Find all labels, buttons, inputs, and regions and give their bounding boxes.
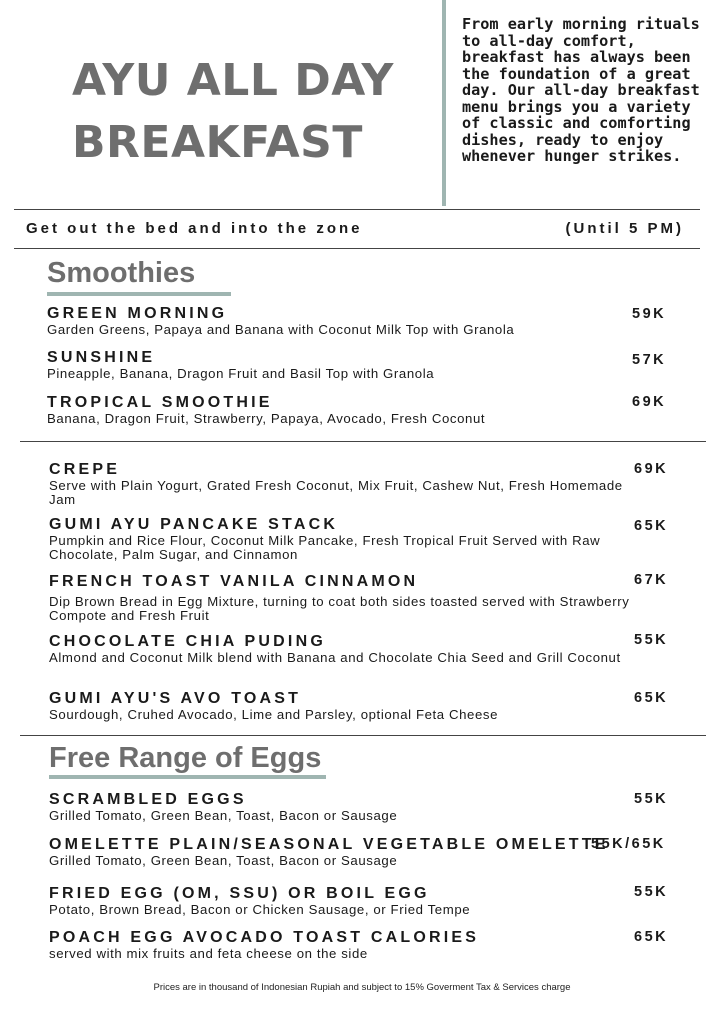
item-price: 69K [634,461,669,477]
intro-text: From early morning rituals to all-day comfort, breakfast has always been the foundation of a great day. Our all-day breakfast menu brings you a variety of classic and comforting dishes, ready to enjoy whenever hunger strikes. [462,15,700,165]
item-name: SCRAMBLED EGGS [49,791,247,808]
item-name: TROPICAL SMOOTHIE [47,394,273,411]
item-desc: Grilled Tomato, Green Bean, Toast, Bacon or Sausage [49,853,398,868]
item-name: CREPE [49,461,121,478]
item-price: 65K [634,518,669,534]
divider-smoothies [20,441,706,442]
item-name: CHOCOLATE CHIA PUDING [49,633,326,650]
item-name: OMELETTE PLAIN/SEASONAL VEGETABLE OMELETTE [49,836,609,853]
item-desc: Pumpkin and Rice Flour, Coconut Milk Pancake, Fresh Tropical Fruit Served with Raw Chocolate, Palm Sugar, and Cinnamon [49,533,601,562]
item-name: GREEN MORNING [47,305,228,322]
item-desc: served with mix fruits and feta cheese on the side [49,946,368,961]
item-price: 55K [634,791,669,807]
item-price: 55K/65K [591,836,666,852]
divider-top [14,209,700,210]
section-title-eggs: Free Range of Eggs [49,742,322,774]
item-name: FRENCH TOAST VANILA CINNAMON [49,573,419,590]
item-price: 67K [634,572,669,588]
item-price: 69K [632,394,667,410]
header-divider [442,0,446,206]
hours: (Until 5 PM) [565,220,684,237]
item-price: 59K [632,306,667,322]
menu-item-crepe [49,460,649,507]
section-title-smoothies: Smoothies [47,257,196,289]
item-desc: Potato, Brown Bread, Bacon or Chicken Sausage, or Fried Tempe [49,902,471,917]
item-price: 65K [634,690,669,706]
menu-item-poach-egg [49,928,649,961]
item-name: GUMI AYU PANCAKE STACK [49,516,339,533]
divider-tagline [14,248,700,249]
title-line-2: BREAKFAST [72,117,363,168]
section-underline-smoothies [47,292,231,296]
menu-item-omelette [49,835,649,868]
menu-item-sunshine [47,348,647,381]
item-desc: Sourdough, Cruhed Avocado, Lime and Parsley, optional Feta Cheese [49,707,499,722]
item-desc: Pineapple, Banana, Dragon Fruit and Basil Top with Granola [47,366,435,381]
item-desc: Serve with Plain Yogurt, Grated Fresh Coconut, Mix Fruit, Cashew Nut, Fresh Homemade Jam [49,478,623,507]
menu-item-avo-toast [49,689,649,722]
menu-item-french-toast [49,572,649,623]
menu-item-pancake-stack [49,515,649,562]
item-name: SUNSHINE [47,349,156,366]
tagline: Get out the bed and into the zone [26,220,363,237]
menu-item-tropical-smoothie [47,393,647,426]
item-name: GUMI AYU'S AVO TOAST [49,690,302,707]
menu-title [72,50,412,174]
item-desc: Dip Brown Bread in Egg Mixture, turning to coat both sides toasted served with Strawberry Compote and Fresh Fruit [49,594,630,623]
divider-mains [20,735,706,736]
item-desc: Banana, Dragon Fruit, Strawberry, Papaya, Avocado, Fresh Coconut [47,411,486,426]
menu-item-fried-egg [49,884,649,917]
menu-item-green-morning [47,304,647,337]
section-underline-eggs [49,775,326,779]
footer-note: Prices are in thousand of Indonesian Rupiah and subject to 15% Goverment Tax & Services charge [153,982,571,993]
item-desc: Garden Greens, Papaya and Banana with Coconut Milk Top with Granola [47,322,515,337]
item-name: POACH EGG AVOCADO TOAST CALORIES [49,929,480,946]
item-price: 57K [632,352,667,368]
menu-item-scrambled-eggs [49,790,649,823]
item-price: 55K [634,884,669,900]
item-name: FRIED EGG (OM, SSU) OR BOIL EGG [49,885,430,902]
item-desc: Almond and Coconut Milk blend with Banana and Chocolate Chia Seed and Grill Coconut [49,650,621,665]
item-price: 65K [634,929,669,945]
item-price: 55K [634,632,669,648]
menu-item-chia-puding [49,632,649,665]
title-line-1: AYU ALL DAY [72,55,394,106]
item-desc: Grilled Tomato, Green Bean, Toast, Bacon or Sausage [49,808,398,823]
